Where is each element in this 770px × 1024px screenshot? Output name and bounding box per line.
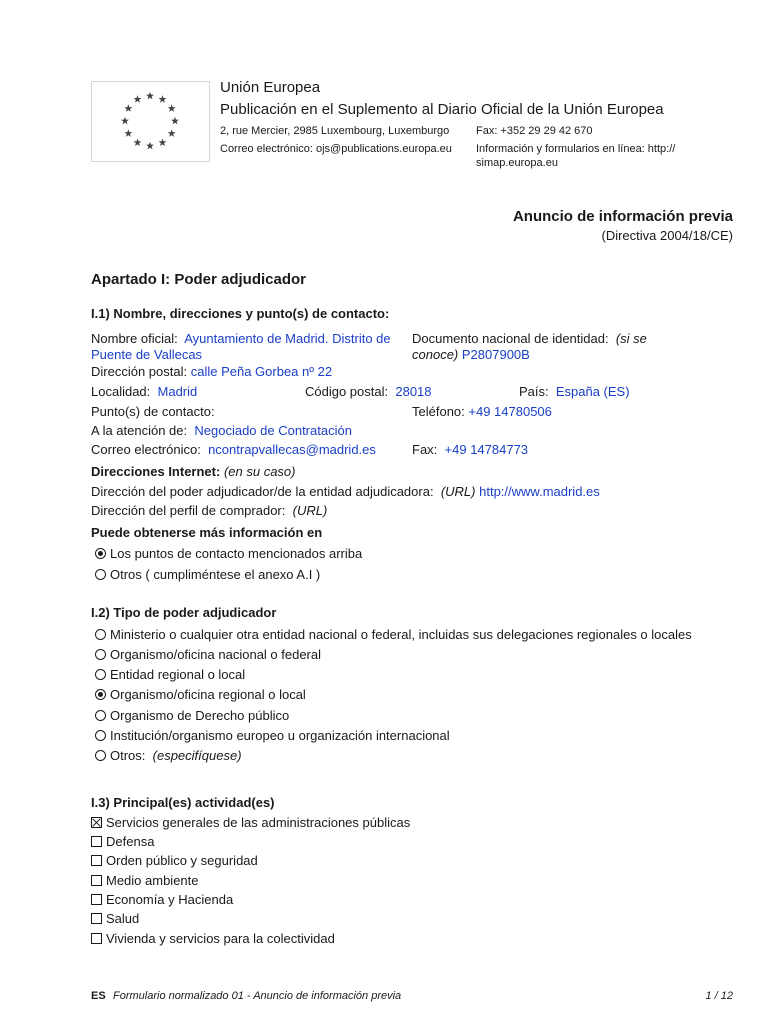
radio-option[interactable]: [95, 667, 245, 683]
nombre-value-1: Ayuntamiento de Madrid. Distrito de: [184, 331, 391, 346]
eu-star-icon: [159, 138, 167, 146]
cp-value: 28018: [395, 384, 432, 399]
footer-lang-code: ES: [91, 990, 106, 1002]
radio-option[interactable]: [95, 567, 320, 583]
poder-hint: (URL): [440, 484, 476, 499]
direccion-postal: [91, 364, 332, 380]
radio-icon[interactable]: [95, 669, 106, 680]
eu-star-icon: [134, 138, 142, 146]
option-label: Servicios generales de las administraciones públicas: [106, 815, 411, 830]
checkbox-icon[interactable]: [91, 855, 102, 866]
checkbox-option[interactable]: [91, 911, 139, 927]
checkbox-option[interactable]: [91, 931, 335, 947]
eu-star-icon: [146, 142, 154, 150]
heading-i3: I.3) Principal(es) actividad(es): [91, 795, 275, 810]
header-address: 2, rue Mercier, 2985 Luxembourg, Luxemburgo: [220, 125, 450, 137]
radio-option[interactable]: [95, 748, 242, 764]
radio-option[interactable]: [95, 687, 306, 703]
option-label: Ministerio o cualquier otra entidad nacional o federal, incluidas sus delegaciones regionales o locales: [110, 627, 692, 642]
localidad: [91, 384, 197, 400]
dni-hint-b: conoce): [412, 347, 459, 362]
checkbox-icon[interactable]: [91, 836, 102, 847]
radio-option[interactable]: [95, 546, 362, 562]
atencion-label: A la atención de:: [91, 423, 188, 438]
correo: [91, 442, 376, 458]
radio-icon[interactable]: [95, 710, 106, 721]
telefono-label: Teléfono:: [412, 404, 465, 419]
direcciones-internet: [91, 464, 296, 480]
radio-option[interactable]: [95, 728, 450, 744]
header-fax: Fax: +352 29 29 42 670: [476, 125, 593, 137]
eu-star-icon: [159, 95, 167, 103]
option-label: Entidad regional o local: [110, 667, 246, 682]
radio-icon[interactable]: [95, 730, 106, 741]
atencion-value: Negociado de Contratación: [194, 423, 352, 438]
heading-mas-info: Puede obtenerse más información en: [91, 525, 323, 540]
section-title: Apartado I: Poder adjudicador: [91, 271, 307, 288]
direccion-label: Dirección postal:: [91, 364, 188, 379]
radio-option[interactable]: [95, 627, 692, 643]
option-label: Defensa: [106, 834, 155, 849]
direccion-poder: [91, 484, 600, 500]
fax-value: +49 14784773: [444, 442, 529, 457]
otros-hint: (especifíquese): [152, 748, 242, 763]
dni-label: Documento nacional de identidad:: [412, 331, 609, 346]
document-subtitle: (Directiva 2004/18/CE): [601, 228, 733, 243]
localidad-label: Localidad:: [91, 384, 151, 399]
option-label: Orden público y seguridad: [106, 853, 258, 868]
radio-option[interactable]: [95, 647, 321, 663]
nombre-value-2: Puente de Vallecas: [91, 347, 203, 362]
pais: [519, 384, 630, 400]
radio-selected-icon[interactable]: [95, 548, 106, 559]
header-info: [476, 142, 706, 170]
option-label: Economía y Hacienda: [106, 892, 234, 907]
radio-icon[interactable]: [95, 569, 106, 580]
option-label: Otros:: [110, 748, 146, 763]
telefono: [412, 404, 552, 420]
radio-icon[interactable]: [95, 629, 106, 640]
checkbox-option[interactable]: [91, 853, 258, 869]
atencion: [91, 423, 352, 439]
fax-label: Fax:: [412, 442, 438, 457]
poder-value: http://www.madrid.es: [479, 484, 600, 499]
checkbox-option[interactable]: [91, 873, 199, 889]
direccion-value: calle Peña Gorbea nº 22: [190, 364, 333, 379]
poder-label: Dirección del poder adjudicador/de la entidad adjudicadora:: [91, 484, 434, 499]
option-label: Otros ( cumpliméntese el anexo A.I ): [110, 567, 321, 582]
eu-star-icon: [121, 117, 129, 125]
eu-star-icon: [171, 117, 179, 125]
option-label: Organismo de Derecho público: [110, 708, 290, 723]
perfil-label: Dirección del perfil de comprador:: [91, 503, 286, 518]
checkbox-icon[interactable]: [91, 894, 102, 905]
eu-star-icon: [124, 129, 132, 137]
heading-i1: I.1) Nombre, direcciones y punto(s) de contacto:: [91, 306, 390, 321]
checkbox-icon[interactable]: [91, 933, 102, 944]
header-info-line1: Información y formularios en línea: http://: [476, 143, 676, 155]
pais-label: País:: [519, 384, 549, 399]
localidad-value: Madrid: [157, 384, 198, 399]
eu-stars-icon: [92, 82, 209, 161]
internet-hint: (en su caso): [223, 464, 296, 479]
checkbox-option[interactable]: [91, 815, 410, 831]
cp-label: Código postal:: [305, 384, 389, 399]
eu-star-icon: [168, 129, 176, 137]
correo-value: ncontrapvallecas@madrid.es: [208, 442, 376, 457]
option-label: Salud: [106, 911, 140, 926]
header-org: Unión Europea: [220, 79, 321, 96]
eu-star-icon: [134, 95, 142, 103]
footer-page-number: 1 / 12: [705, 990, 733, 1002]
radio-selected-icon[interactable]: [95, 689, 106, 700]
correo-label: Correo electrónico:: [91, 442, 201, 457]
option-label: Medio ambiente: [106, 873, 199, 888]
checkbox-icon[interactable]: [91, 913, 102, 924]
perfil-hint: (URL): [292, 503, 328, 518]
header-info-line2: simap.europa.eu: [476, 157, 558, 169]
radio-icon[interactable]: [95, 649, 106, 660]
option-label: Vivienda y servicios para la colectividad: [106, 931, 335, 946]
header-publication: Publicación en el Suplemento al Diario Oficial de la Unión Europea: [220, 101, 664, 118]
fax: [412, 442, 528, 458]
documento-identidad: [412, 331, 662, 363]
option-label: Los puntos de contacto mencionados arriba: [110, 546, 363, 561]
puntos-contacto: Punto(s) de contacto:: [91, 404, 215, 419]
codigo-postal: [305, 384, 432, 400]
eu-star-icon: [124, 104, 132, 112]
document-title: Anuncio de información previa: [512, 208, 733, 225]
internet-label: Direcciones Internet:: [91, 464, 221, 479]
checkbox-checked-icon[interactable]: [91, 817, 102, 828]
option-label: Organismo/oficina regional o local: [110, 687, 306, 702]
radio-icon[interactable]: [95, 750, 106, 761]
checkbox-icon[interactable]: [91, 875, 102, 886]
nombre-oficial: [91, 331, 401, 363]
dni-value: P2807900B: [461, 347, 530, 362]
eu-star-icon: [146, 92, 154, 100]
heading-i2: I.2) Tipo de poder adjudicador: [91, 605, 277, 620]
nombre-label: Nombre oficial:: [91, 331, 178, 346]
perfil-comprador: [91, 503, 327, 519]
eu-flag-logo: [91, 81, 210, 162]
eu-star-icon: [168, 104, 176, 112]
radio-option[interactable]: [95, 708, 289, 724]
telefono-value: +49 14780506: [468, 404, 552, 419]
dni-hint-a: (si se: [615, 331, 647, 346]
option-label: Organismo/oficina nacional o federal: [110, 647, 322, 662]
header-email: Correo electrónico: ojs@publications.europa.eu: [220, 143, 452, 155]
footer-text: Formulario normalizado 01 - Anuncio de información previa: [113, 990, 402, 1002]
checkbox-option[interactable]: [91, 892, 233, 908]
option-label: Institución/organismo europeo u organización internacional: [110, 728, 450, 743]
checkbox-option[interactable]: [91, 834, 154, 850]
pais-value: España (ES): [555, 384, 630, 399]
